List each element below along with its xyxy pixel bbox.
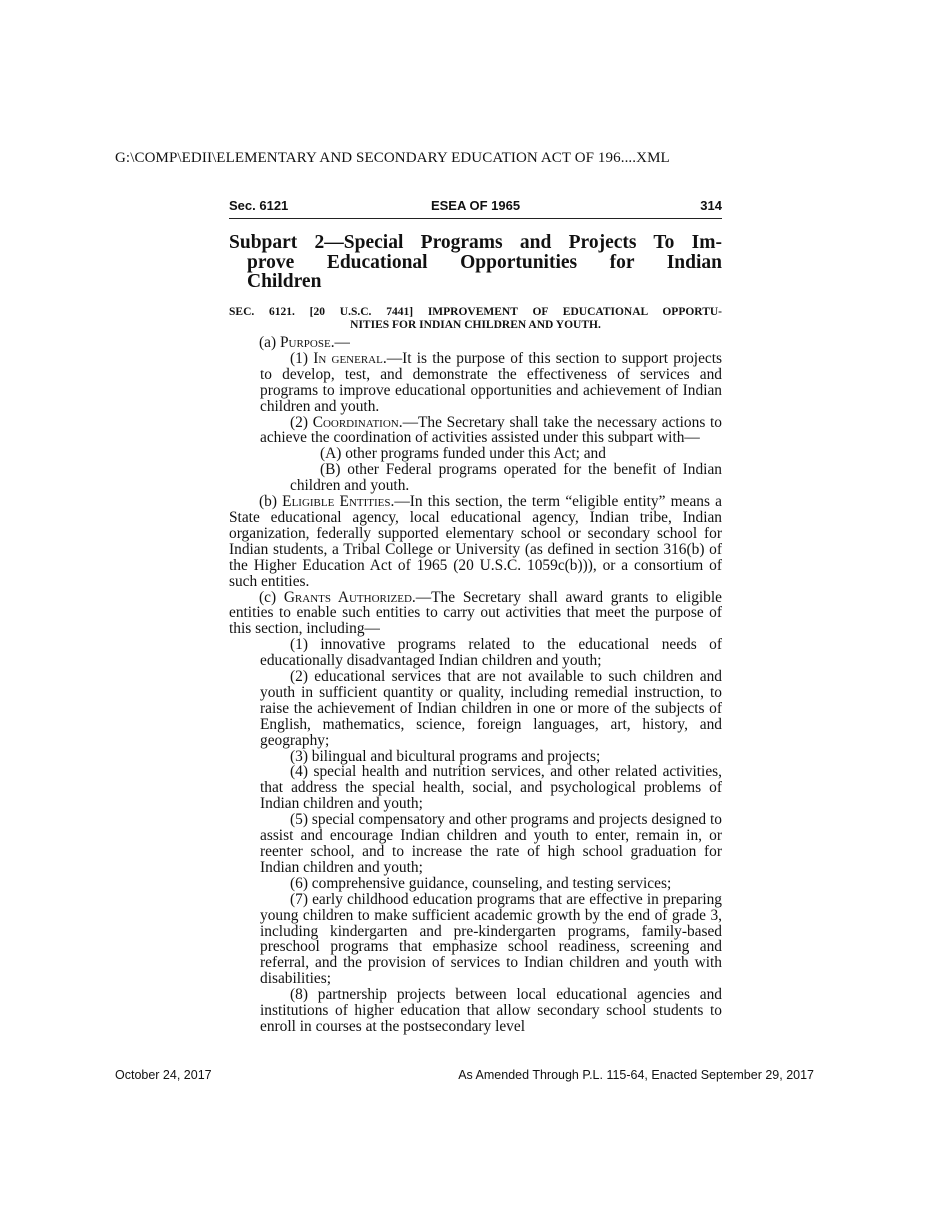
paragraph-a1 — [229, 351, 722, 415]
paragraph-c-text: .—The Secretary shall award grants to eligible entities to enable such entities to carry out activities that meet the purpose of this section, including— — [229, 588, 722, 638]
page-number: 314 — [700, 198, 722, 213]
paragraph-c4: (4) special health and nutrition services, and other related activities, that address the special health, social, and psychological problems of Indian children and youth; — [260, 763, 722, 813]
paragraph-c8: (8) partnership projects between local educational agencies and institutions of higher education that allow secondary school students to enroll in courses at the postsecondary level — [260, 986, 722, 1035]
paragraph-b-label: (b) — [259, 493, 283, 511]
section-body — [229, 335, 722, 1035]
paragraph-c-heading: Grants Authorized — [283, 588, 412, 606]
paragraph-c7: (7) early childhood education programs that are effective in preparing young children to make sufficient academic growth by the end of grade 3, including kindergarten and pre-kindergarten programs, family-based preschool programs that emphasize school readiness, screening and referral, and the provision of services to Indian children and youth with disabilities; — [260, 890, 722, 988]
paragraph-c-label: (c) — [259, 588, 284, 606]
paragraph-a — [229, 335, 722, 351]
running-head-section: Sec. 6121 — [229, 198, 289, 213]
paragraph-b — [229, 494, 722, 589]
paragraph-b-text: .—In this section, the term “eligible entity” means a State educational agency, local educational agency, Indian tribe, Indian organization, federally supported elementary school or secondary school for Indian students, a Tribal College or University (as defined in section 316(b) of the Higher Education Act of 1965 (20 U.S.C. 1059c(b))), or a consortium of such entities. — [229, 493, 723, 590]
subpart-title-line-3: Children — [247, 271, 322, 292]
file-path-header: G:\COMP\EDII\ELEMENTARY AND SECONDARY EDUCATION ACT OF 196....XML — [115, 150, 670, 166]
paragraph-a2-B: (B) other Federal programs operated for the benefit of Indian children and youth. — [290, 461, 722, 495]
paragraph-a2 — [229, 415, 722, 447]
paragraph-b-heading: Eligible Entities — [282, 493, 391, 511]
paragraph-a1-label: (1) — [290, 349, 314, 367]
footer-amendment-note: As Amended Through P.L. 115-64, Enacted September 29, 2017 — [458, 1068, 814, 1082]
paragraph-a-heading: Purpose — [279, 334, 331, 351]
subpart-title-line-2: prove Educational Opportunities for Indian — [247, 251, 722, 273]
paragraph-c — [229, 590, 722, 638]
subpart-title-line-1: Subpart 2—Special Programs and Projects To Im- — [229, 232, 722, 253]
paragraph-c3: (3) bilingual and bicultural programs and projects; — [290, 747, 601, 765]
section-heading-line-1: SEC. 6121. [20 U.S.C. 7441] IMPROVEMENT OF EDUCATIONAL OPPORTU- — [229, 306, 722, 318]
paragraph-c6: (6) comprehensive guidance, counseling, and testing services; — [290, 874, 672, 892]
paragraph-a1-heading: In general — [313, 349, 383, 367]
paragraph-a2-A: (A) other programs funded under this Act; and — [320, 445, 606, 463]
paragraph-a1-text: .—It is the purpose of this section to support projects to develop, test, and demonstrate the effectiveness of services and programs to improve educational opportunities and achievement of Indian children and youth. — [260, 349, 723, 415]
paragraph-c2: (2) educational services that are not available to such children and youth in sufficient quantity or quality, including remedial instruction, to raise the achievement of Indian children in one or more of the subjects of English, mathematics, science, foreign languages, art, history, and geography; — [260, 668, 722, 749]
paragraph-a2-text: .—The Secretary shall take the necessary actions to achieve the coordination of activities assisted under this subpart with— — [260, 413, 723, 447]
paragraph-c5: (5) special compensatory and other programs and projects designed to assist and encourage Indian children and youth to enter, remain in, or reenter school, and to increase the rate of high school graduation for Indian children and youth; — [260, 811, 722, 876]
section-heading-line-2: NITIES FOR INDIAN CHILDREN AND YOUTH. — [350, 319, 601, 331]
paragraph-c1: (1) innovative programs related to the educational needs of educationally disadvantaged Indian children and youth; — [260, 636, 722, 670]
paragraph-a2-heading: Coordination — [312, 413, 399, 431]
paragraph-a2-label: (2) — [290, 413, 313, 431]
subpart-title — [229, 233, 722, 292]
paragraph-a-label: (a) — [259, 334, 280, 351]
footer-date: October 24, 2017 — [115, 1068, 212, 1082]
paragraph-a-dash: .— — [330, 334, 350, 351]
section-heading — [229, 306, 722, 332]
running-head — [229, 198, 722, 219]
running-head-title: ESEA OF 1965 — [430, 198, 521, 213]
